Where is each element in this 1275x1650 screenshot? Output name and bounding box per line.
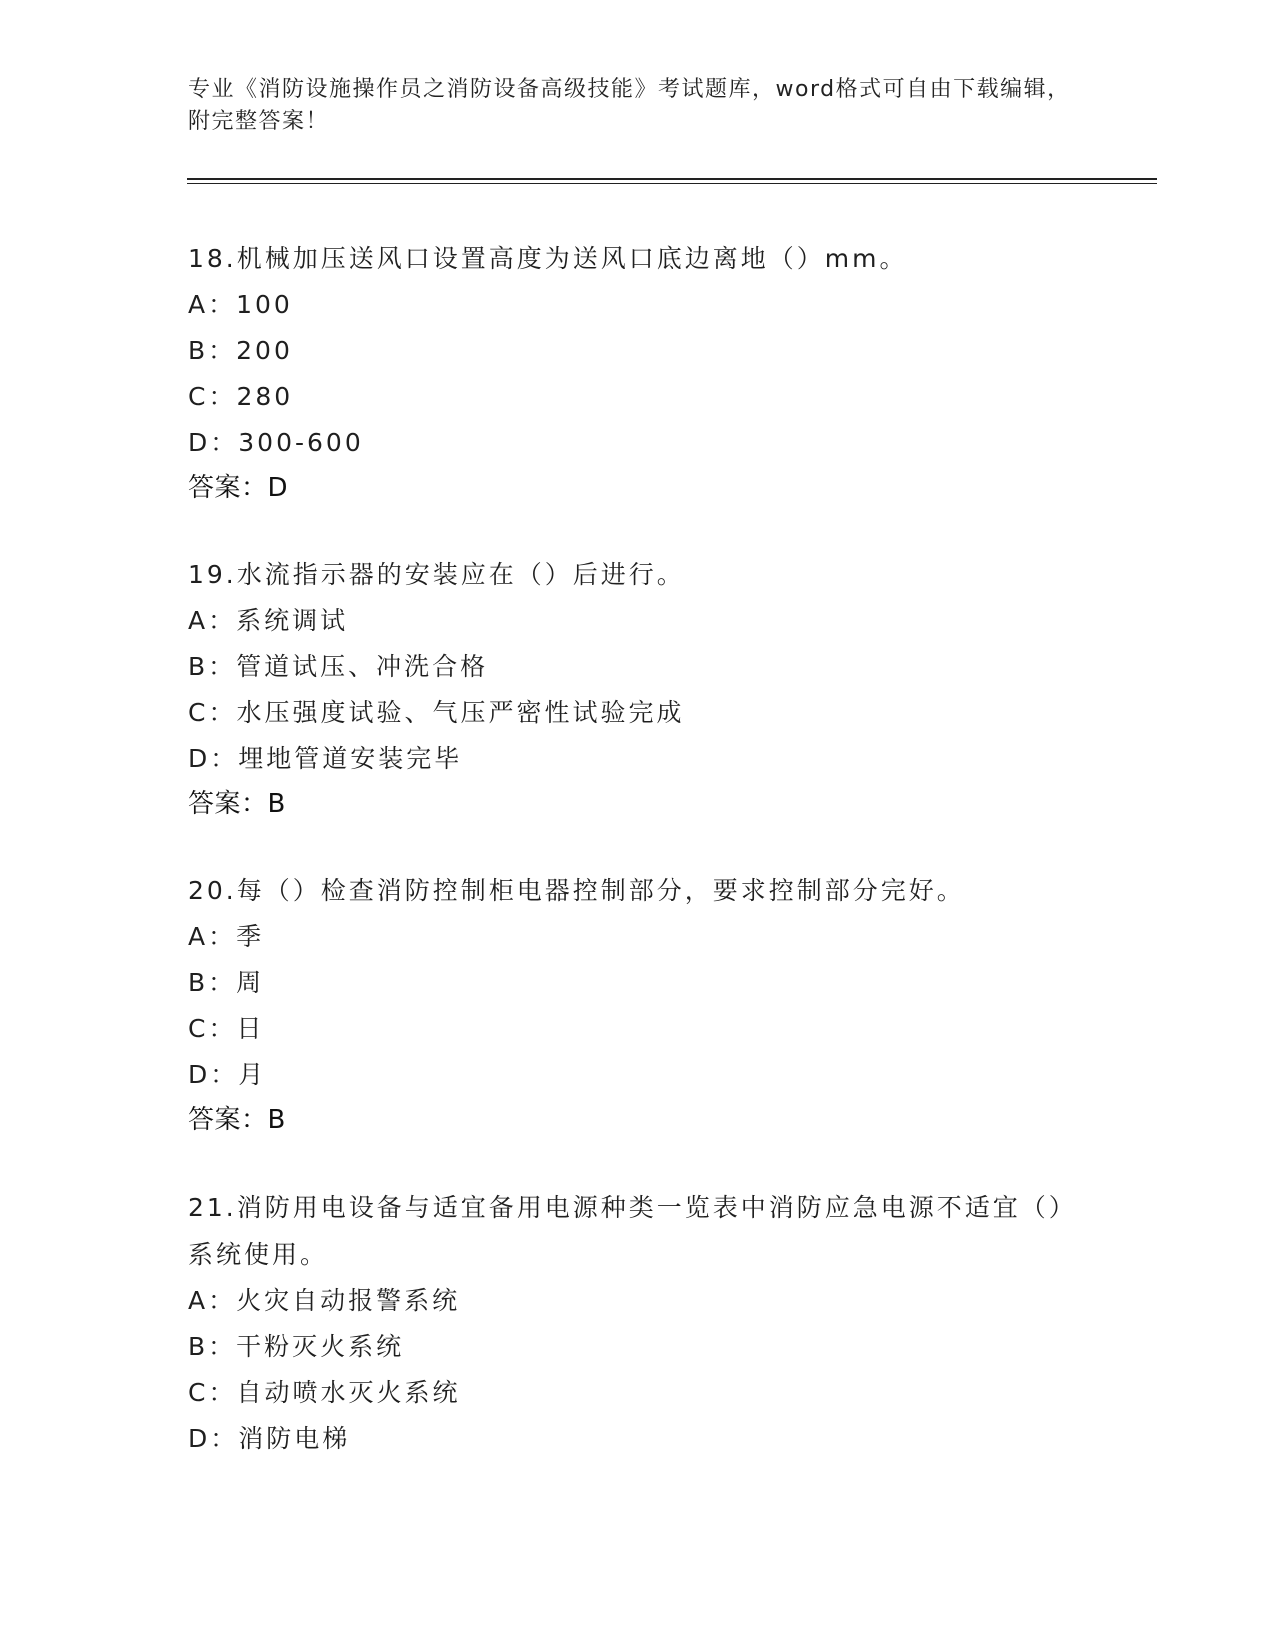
- option-letter: C：: [188, 382, 237, 411]
- option-text: 火灾自动报警系统: [236, 1286, 461, 1315]
- answer-line: 答案：D: [188, 473, 289, 503]
- option-c: [188, 1006, 1088, 1052]
- option-text: 周: [236, 968, 265, 997]
- option-text: 系统调试: [236, 606, 349, 635]
- answer-line: 答案：B: [188, 789, 286, 819]
- question-18: [188, 236, 1088, 510]
- option-text: 季: [236, 922, 265, 951]
- option-a: [188, 914, 1088, 960]
- option-text: 200: [236, 336, 293, 365]
- option-text: 管道试压、冲洗合格: [236, 652, 489, 681]
- option-text: 水压强度试验、气压严密性试验完成: [236, 698, 685, 727]
- question-20: [188, 868, 1088, 1142]
- answer-line: 答案：B: [188, 1105, 286, 1135]
- option-text: 100: [236, 290, 293, 319]
- option-b: [188, 644, 1088, 690]
- option-c: [188, 690, 1088, 736]
- option-letter: D：: [188, 1060, 239, 1089]
- option-b: [188, 1324, 1088, 1370]
- option-b: [188, 960, 1088, 1006]
- option-d: [188, 1416, 1088, 1462]
- option-letter: C：: [188, 1014, 237, 1043]
- option-text: 280: [236, 382, 294, 411]
- option-letter: B：: [188, 1332, 237, 1361]
- header-rule-thin: [187, 183, 1157, 184]
- option-text: 300-600: [238, 428, 364, 457]
- option-d: [188, 736, 1088, 782]
- option-letter: B：: [188, 652, 237, 681]
- option-d: [188, 1052, 1088, 1098]
- option-a: [188, 1278, 1088, 1324]
- option-c: [188, 374, 1088, 420]
- question-21: [188, 1184, 1088, 1462]
- option-a: [188, 598, 1088, 644]
- option-letter: A：: [188, 1286, 237, 1315]
- option-letter: C：: [188, 698, 237, 727]
- option-c: [188, 1370, 1088, 1416]
- option-text: 干粉灭火系统: [236, 1332, 405, 1361]
- option-a: [188, 282, 1088, 328]
- question-stem: 18.机械加压送风口设置高度为送风口底边离地（）mm。: [188, 244, 908, 273]
- option-text: 埋地管道安装完毕: [238, 744, 463, 773]
- option-letter: D：: [188, 744, 239, 773]
- option-text: 月: [238, 1060, 267, 1089]
- option-text: 消防电梯: [238, 1424, 351, 1453]
- option-d: [188, 420, 1088, 466]
- option-letter: D：: [188, 1424, 239, 1453]
- option-text: 自动喷水灭火系统: [236, 1378, 461, 1407]
- document-header: 专业《消防设施操作员之消防设备高级技能》考试题库，word格式可自由下载编辑，附完整答案！: [188, 77, 1071, 134]
- question-list: [188, 236, 1088, 1504]
- question-stem: 21.消防用电设备与适宜备用电源种类一览表中消防应急电源不适宜（）系统使用。: [188, 1193, 1077, 1269]
- option-letter: A：: [188, 606, 237, 635]
- option-letter: B：: [188, 968, 237, 997]
- question-19: [188, 552, 1088, 826]
- question-stem: 19.水流指示器的安装应在（）后进行。: [188, 560, 685, 589]
- option-b: [188, 328, 1088, 374]
- question-stem: 20.每（）检查消防控制柜电器控制部分，要求控制部分完好。: [188, 876, 965, 905]
- option-letter: C：: [188, 1378, 237, 1407]
- header-rule-thick: [187, 178, 1157, 180]
- option-letter: A：: [188, 290, 237, 319]
- option-letter: A：: [188, 922, 237, 951]
- option-text: 日: [236, 1014, 265, 1043]
- option-letter: B：: [188, 336, 237, 365]
- option-letter: D：: [188, 428, 239, 457]
